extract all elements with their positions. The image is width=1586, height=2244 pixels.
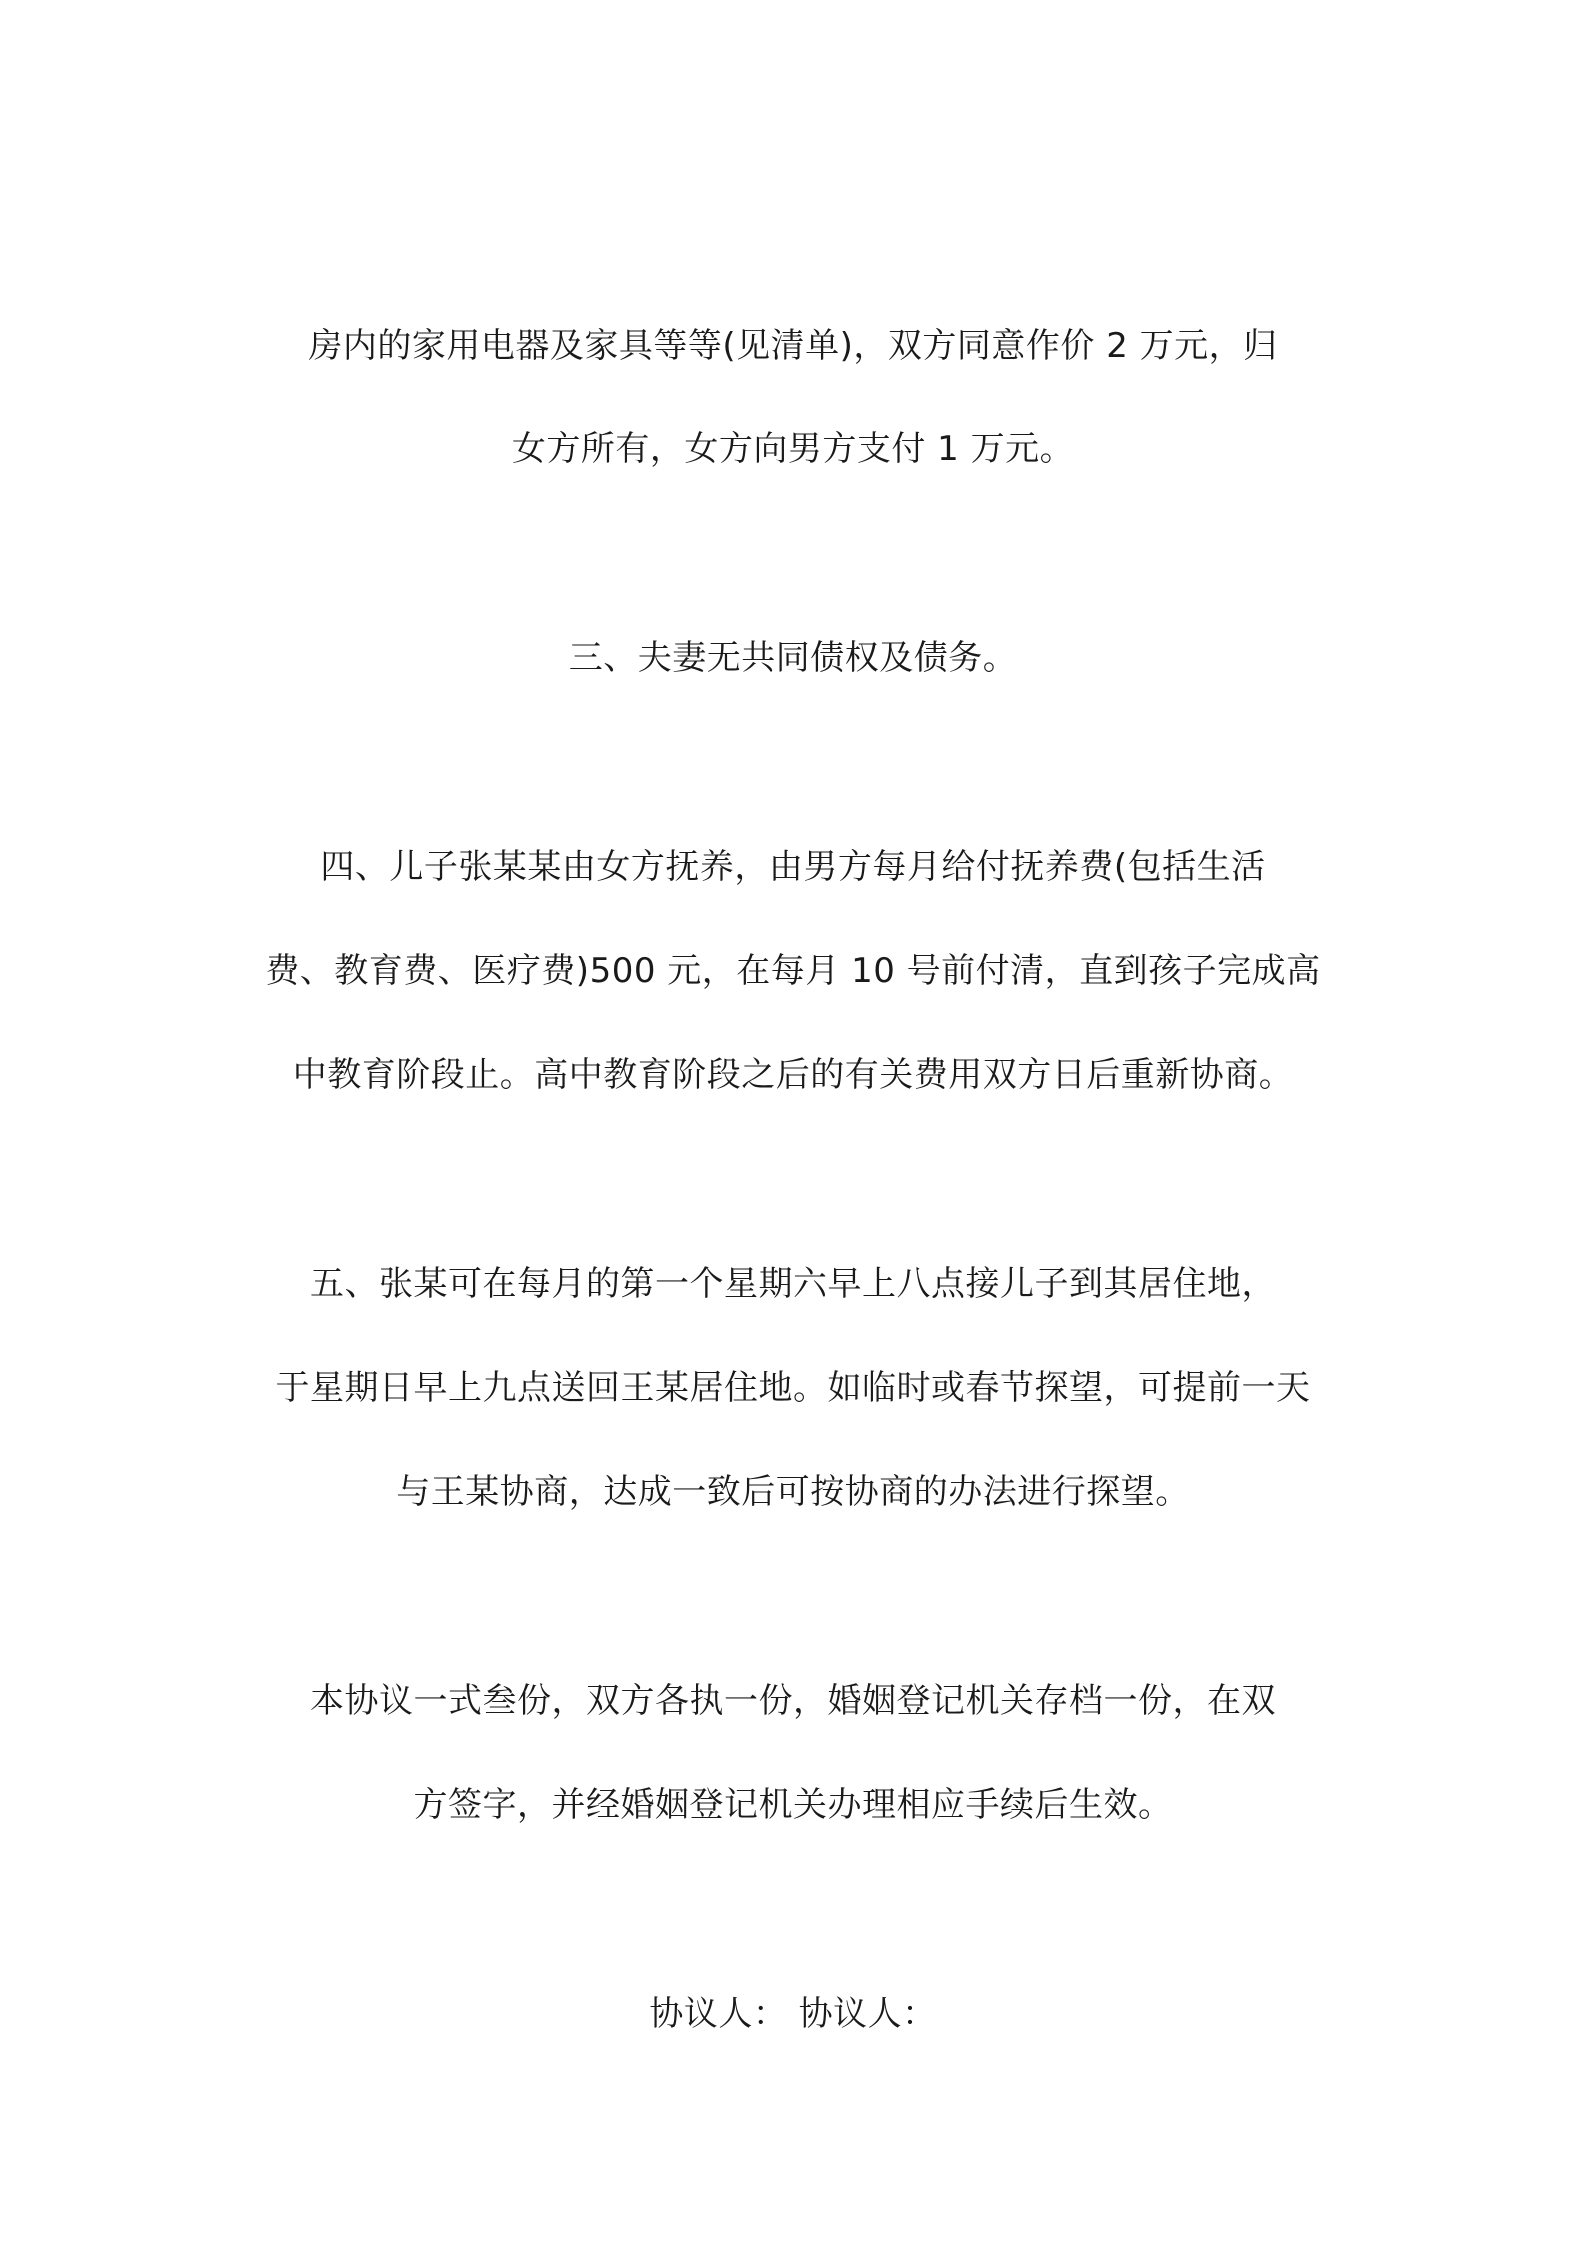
paragraph-3-line-1: 四、儿子张某某由女方抚养，由男方每月给付抚养费(包括生活 [320, 847, 1266, 887]
paragraph-4-line-1: 五、张某可在每月的第一个星期六早上八点接儿子到其居住地， [310, 1264, 1276, 1304]
paragraph-1-line-2: 女方所有，女方向男方支付 1 万元。 [511, 429, 1075, 469]
signature-line: 协议人： 协议人： [649, 1994, 937, 2034]
paragraph-4-line-2: 于星期日早上九点送回王某居住地。如临时或春节探望，可提前一天 [275, 1368, 1311, 1408]
paragraph-3-line-3: 中教育阶段止。高中教育阶段之后的有关费用双方日后重新协商。 [292, 1055, 1294, 1095]
paragraph-5-line-1: 本协议一式叁份，双方各执一份，婚姻登记机关存档一份，在双 [310, 1681, 1276, 1721]
paragraph-4-line-3: 与王某协商，达成一致后可按协商的办法进行探望。 [396, 1472, 1190, 1512]
paragraph-3-line-2: 费、教育费、医疗费)500 元，在每月 10 号前付清，直到孩子完成高 [265, 951, 1321, 991]
paragraph-5-line-2: 方签字，并经婚姻登记机关办理相应手续后生效。 [413, 1785, 1173, 1825]
paragraph-2-line-1: 三、夫妻无共同债权及债务。 [568, 638, 1018, 678]
paragraph-1-line-1: 房内的家用电器及家具等等(见清单)，双方同意作价 2 万元，归 [308, 326, 1278, 366]
